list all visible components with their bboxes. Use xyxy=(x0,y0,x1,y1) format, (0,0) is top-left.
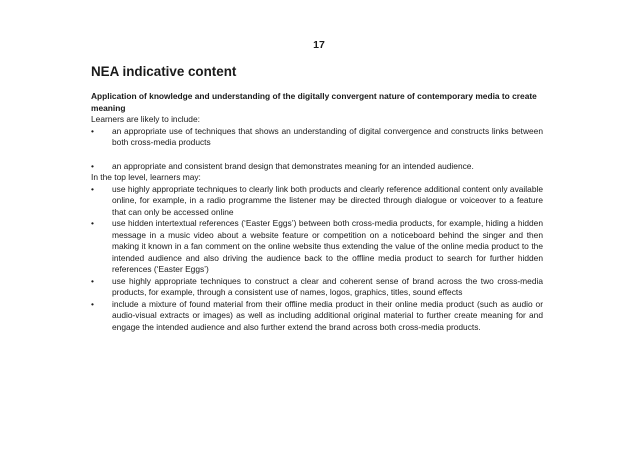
section-subtitle: Application of knowledge and understanding of the digitally convergent nature of contemporary media to create meaning xyxy=(91,91,537,113)
bullet-marker: • xyxy=(91,275,94,286)
list-item-text: an appropriate and consistent brand design that demonstrates meaning for an intended audience. xyxy=(112,160,474,171)
list-item xyxy=(91,126,543,149)
list-item-text: use highly appropriate techniques to construct a clear and coherent sense of brand across the two cross-media products, for example, through a consistent use of names, logos, graphics, titles, sound effects xyxy=(112,275,543,297)
section-title: NEA indicative content xyxy=(91,64,237,79)
bullet-list-top-level xyxy=(91,184,543,334)
intro-likely-include: Learners are likely to include: xyxy=(91,114,200,124)
bullet-list-likely xyxy=(91,126,543,173)
bullet-marker: • xyxy=(91,125,94,136)
list-item-text: an appropriate use of techniques that shows an understanding of digital convergence and constructs links between both cross-media products xyxy=(112,125,543,147)
list-item-text: include a mixture of found material from their offline media product in their online media product (such as audio or audio-visual extracts or images) as well as including additional original material to further create meaning for and engage the intended audience and also further extend the brand across both cross-media products. xyxy=(112,298,543,332)
list-item xyxy=(91,299,543,334)
page-number: 17 xyxy=(313,39,325,51)
list-item-text: use highly appropriate techniques to clearly link both products and clearly reference additional content only available online, for example, in a radio programme the listener may be directed through dialogue or voiceover to a feature that can only be accessed online xyxy=(112,183,543,217)
list-item xyxy=(91,161,543,173)
bullet-marker: • xyxy=(91,298,94,309)
list-item xyxy=(91,184,543,219)
list-item xyxy=(91,276,543,299)
list-item xyxy=(91,218,543,276)
bullet-marker: • xyxy=(91,183,94,194)
list-item-text: use hidden intertextual references (‘Easter Eggs’) between both cross-media products, for example, hiding a hidden message in a music video about a website feature or competition on a noticeboard behind the singer and then making it known in a fan comment on the online website thus extending the value of the online media product to the intended audience and also driving the audience back to the offline media product to search for further hidden references (‘Easter Eggs’) xyxy=(112,218,543,274)
intro-top-level: In the top level, learners may: xyxy=(91,172,201,182)
page-content xyxy=(91,64,543,333)
bullet-marker: • xyxy=(91,160,94,171)
bullet-marker: • xyxy=(91,218,94,228)
